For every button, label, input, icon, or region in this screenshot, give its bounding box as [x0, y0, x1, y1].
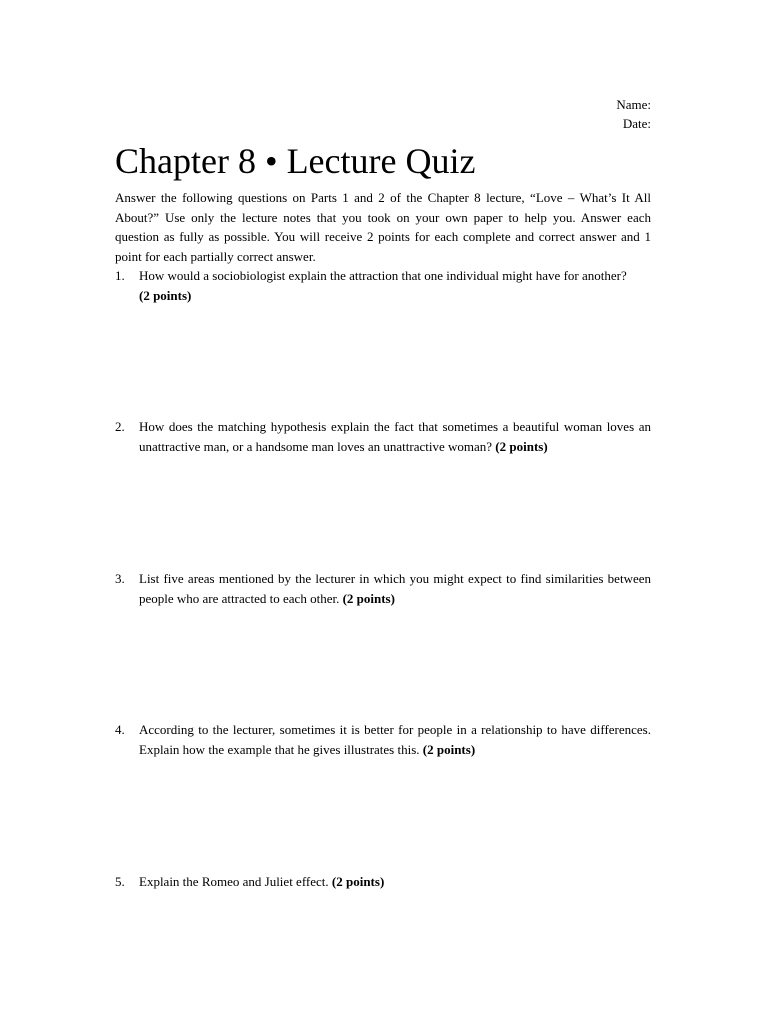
- question-text: How would a sociobiologist explain the attraction that one individual might have for another?: [139, 268, 627, 283]
- question-number: 3.: [115, 571, 125, 586]
- question-text-block: [139, 417, 651, 456]
- date-label: Date:: [622, 116, 651, 131]
- question-text: List five areas mentioned by the lecturer in which you might expect to find similarities between people who are attracted to each other.: [139, 571, 651, 606]
- question-points: (2 points): [331, 874, 385, 889]
- question-4: [115, 720, 651, 759]
- question-text: According to the lecturer, sometimes it is better for people in a relationship to have differences. Explain how the example that he gives illustrates this.: [139, 722, 651, 757]
- question-number: 1.: [115, 268, 125, 283]
- question-5: [115, 872, 651, 892]
- question-number: 5.: [115, 874, 125, 889]
- question-number: 4.: [115, 722, 125, 737]
- question-points: (2 points): [422, 741, 476, 757]
- question-text-block: [139, 569, 651, 608]
- question-text-block: [139, 720, 651, 759]
- question-text: How does the matching hypothesis explain the fact that sometimes a beautiful woman loves an unattractive man, or a handsome man loves an unattractive woman?: [139, 419, 651, 454]
- question-text-block: [139, 872, 651, 892]
- question-points: (2 points): [342, 590, 395, 606]
- question-3: [115, 569, 651, 608]
- name-label: Name:: [616, 97, 651, 112]
- instructions-paragraph: Answer the following questions on Parts 1 and 2 of the Chapter 8 lecture, “Love – What’s It All About?” Use only the lecture notes that you took on your own paper to help you. Answer each question as fully as possible. You will receive 2 points for each complete and correct answer and 1 point for each partially correct answer.: [115, 190, 651, 264]
- question-2: [115, 417, 651, 456]
- question-points: (2 points): [495, 438, 548, 454]
- question-text: Explain the Romeo and Juliet effect.: [139, 874, 329, 889]
- question-number: 2.: [115, 419, 125, 434]
- question-1: [115, 266, 651, 305]
- header-fields: [616, 95, 651, 133]
- question-text-block: [139, 266, 651, 305]
- page-title: Chapter 8 • Lecture Quiz: [115, 141, 476, 181]
- question-points: (2 points): [139, 287, 192, 303]
